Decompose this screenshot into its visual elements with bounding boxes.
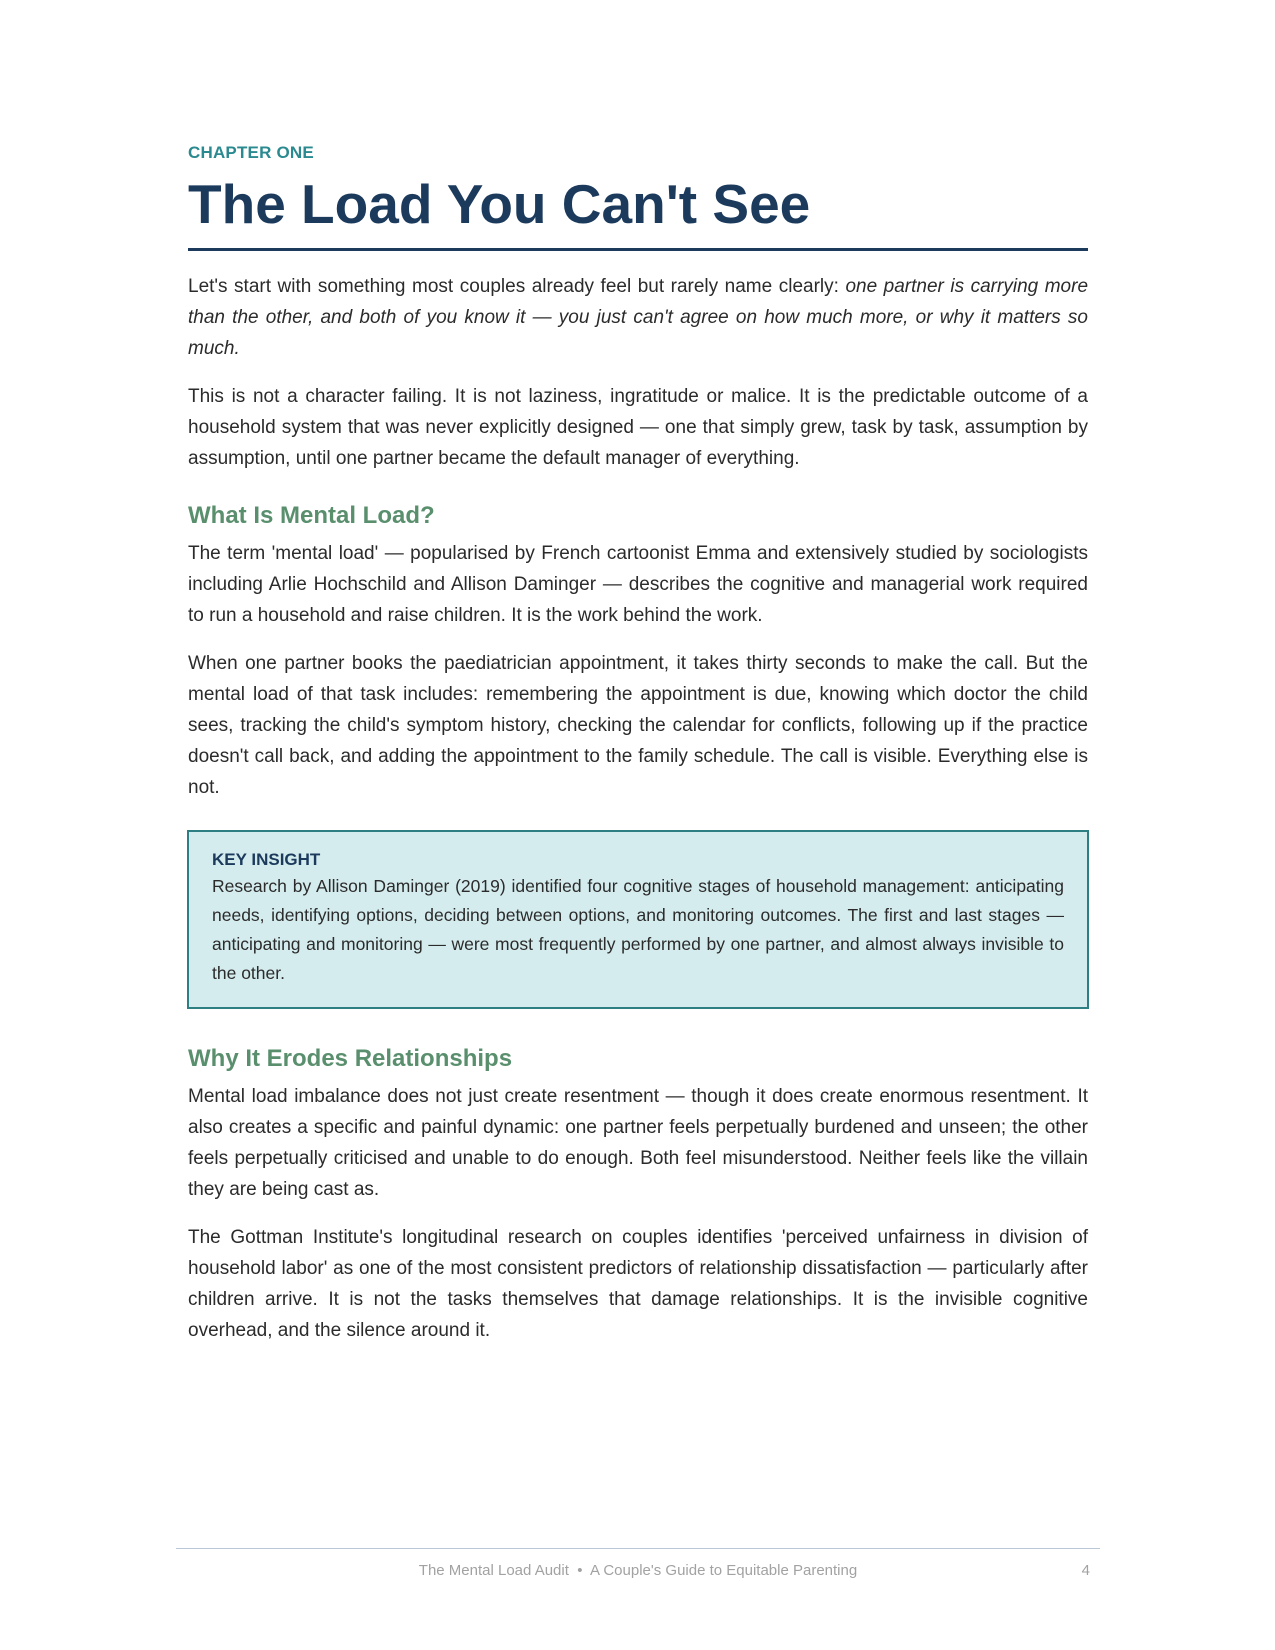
section1-paragraph-1: The term 'mental load' — popularised by French cartoonist Emma and extensively studied by sociologists including Arlie Hochschild and Allison Daminger — describes the cognitive and managerial work required to run a household and raise children. It is the work behind the work. [188, 543, 1088, 626]
intro-paragraph-1-text: Let's start with something most couples already feel but rarely name clearly: [188, 276, 846, 297]
title-divider [188, 248, 1088, 251]
footer-divider [176, 1548, 1100, 1549]
key-insight-callout [187, 830, 1089, 1009]
footer-page-number: 4 [1081, 1562, 1090, 1579]
section2-paragraph-1: Mental load imbalance does not just create resentment — though it does create enormous resentment. It also creates a specific and painful dynamic: one partner feels perpetually burdened and unseen; the other feels perpetually criticised and unable to do enough. Both feel misunderstood. Neither feels like the villain they are being cast as. [188, 1086, 1088, 1200]
key-insight-text: Research by Allison Daminger (2019) identified four cognitive stages of household management: anticipating needs, identifying options, deciding between options, and monitoring outcomes. The first and last stages — anticipating and monitoring — were most frequently performed by one partner, and almost always invisible to the other. [212, 876, 1064, 983]
key-insight-title: KEY INSIGHT [212, 850, 321, 869]
section1-paragraph-2: When one partner books the paediatrician appointment, it takes thirty seconds to make the call. But the mental load of that task includes: remembering the appointment is due, knowing which doctor the child sees, tracking the child's symptom history, checking the calendar for conflicts, following up if the practice doesn't call back, and adding the appointment to the family schedule. The call is visible. Everything else is not. [188, 653, 1088, 798]
intro-paragraph-1 [188, 271, 1088, 364]
section-heading-mental-load: What Is Mental Load? [188, 502, 435, 529]
section-heading-erodes-relationships: Why It Erodes Relationships [188, 1045, 513, 1072]
chapter-content [188, 271, 1088, 1363]
intro-paragraph-1-emphasis: one partner is carrying more than the other, and both of you know it — you just can't agree on how much more, or why it matters so much. [188, 276, 1089, 359]
intro-paragraph-2: This is not a character failing. It is not laziness, ingratitude or malice. It is the predictable outcome of a household system that was never explicitly designed — one that simply grew, task by task, assumption by assumption, until one partner became the default manager of everything. [188, 386, 1088, 469]
chapter-label: CHAPTER ONE [188, 143, 314, 162]
section2-paragraph-2: The Gottman Institute's longitudinal research on couples identifies 'perceived unfairness in division of household labor' as one of the most consistent predictors of relationship dissatisfaction — particularly after children arrive. It is not the tasks themselves that damage relationships. It is the invisible cognitive overhead, and the silence around it. [188, 1227, 1088, 1341]
chapter-title: The Load You Can't See [188, 173, 811, 235]
footer-running-title: The Mental Load Audit • A Couple's Guide to Equitable Parenting [418, 1562, 858, 1579]
